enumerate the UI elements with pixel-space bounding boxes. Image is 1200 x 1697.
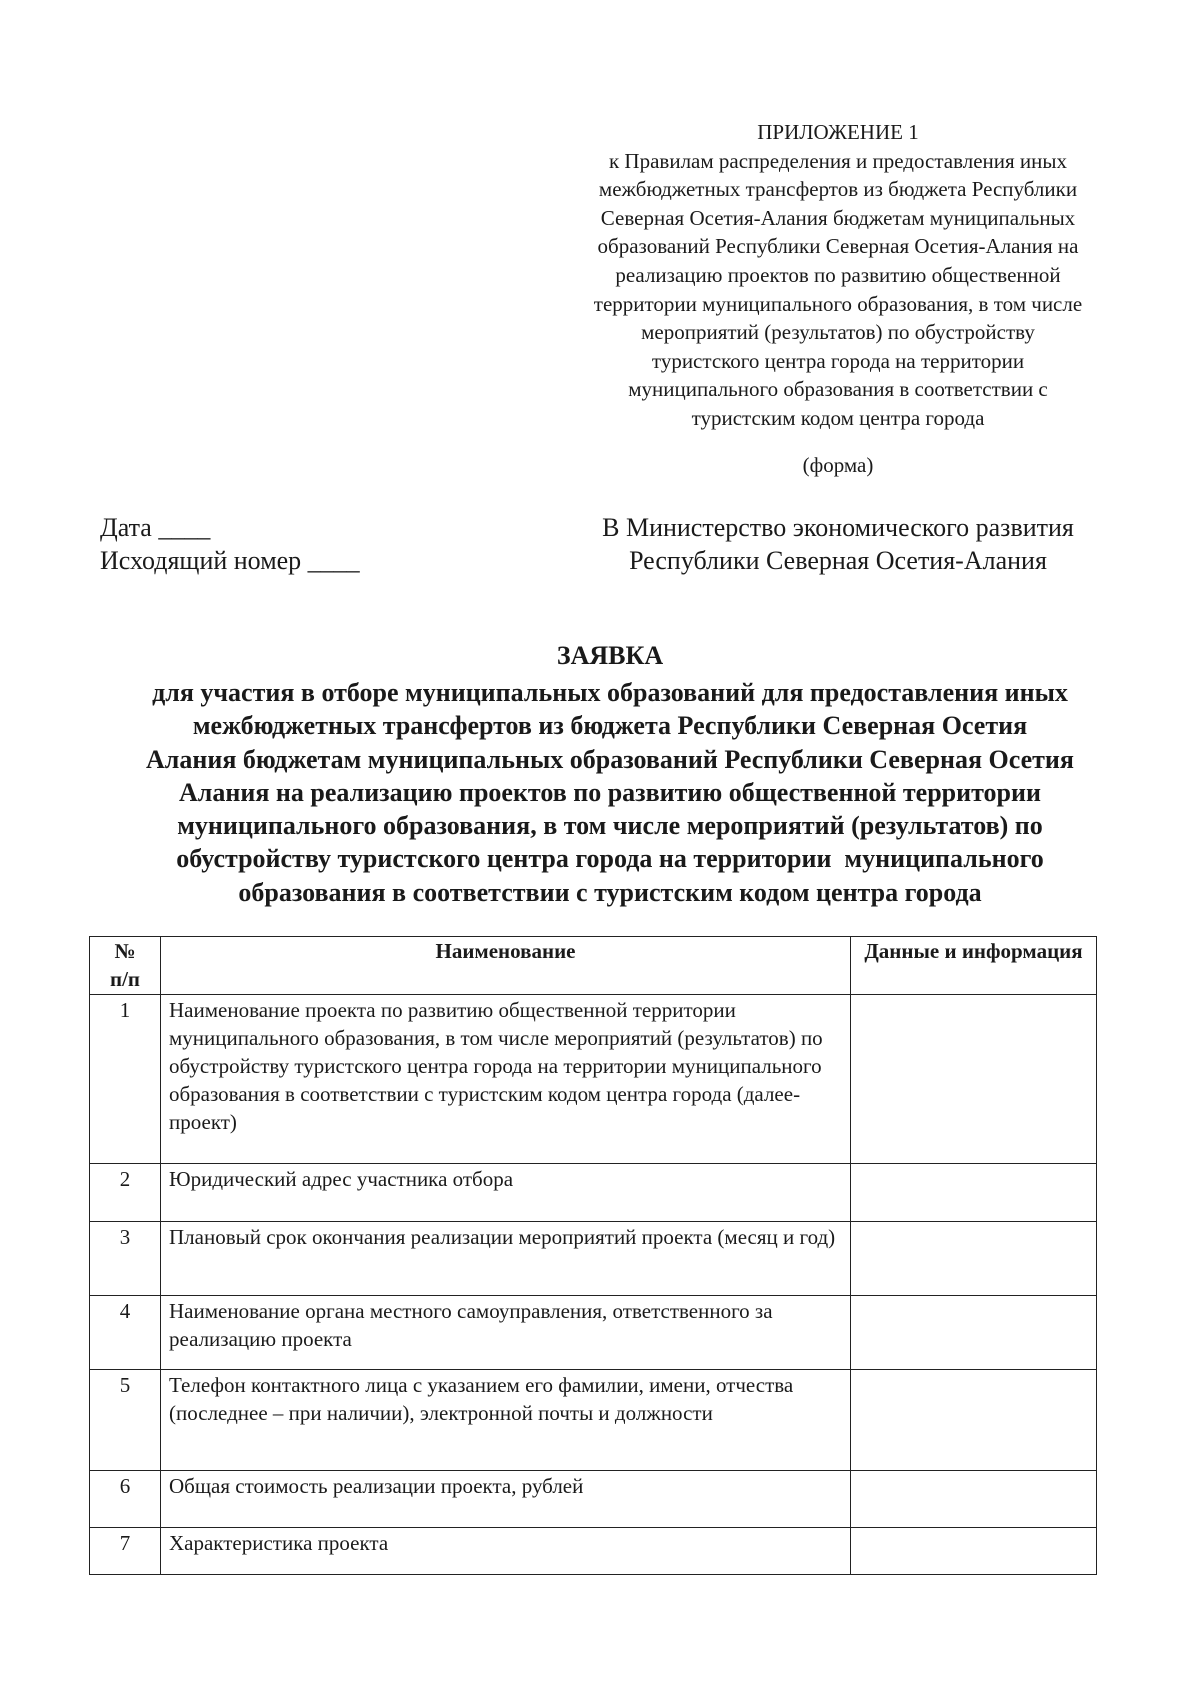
table-row xyxy=(90,1296,1097,1370)
row-value-cell[interactable] xyxy=(851,1370,1097,1471)
row-name: Телефон контактного лица с указанием его фамилии, имени, отчества (последнее – при наличии), электронной почты и должности xyxy=(161,1370,851,1471)
form-note: (форма) xyxy=(802,453,874,477)
appendix-title: ПРИЛОЖЕНИЕ 1 xyxy=(757,120,919,144)
appendix-line: образований Республики Северная Осетия-Алания на xyxy=(597,234,1079,259)
appendix-line: мероприятий (результатов) по обустройству xyxy=(641,320,1035,345)
table-row xyxy=(90,1370,1097,1471)
appendix-line: реализацию проектов по развитию общественной xyxy=(615,262,1061,287)
row-value-cell[interactable] xyxy=(851,1164,1097,1222)
row-name: Общая стоимость реализации проекта, рублей xyxy=(161,1471,851,1528)
application-title: ЗАЯВКА xyxy=(556,641,664,670)
appendix-line: территории муниципального образования, в том числе xyxy=(593,291,1083,316)
appendix-line: муниципального образования в соответствии с xyxy=(628,377,1048,402)
subtitle-line: межбюджетных трансфертов из бюджета Республики Северная Осетия xyxy=(192,711,1028,741)
table-row xyxy=(90,1471,1097,1528)
subtitle-line: Алания бюджетам муниципальных образований Республики Северная Осетия xyxy=(146,744,1074,774)
application-table xyxy=(89,936,1097,1575)
appendix-block xyxy=(548,118,1128,433)
application-subtitle xyxy=(60,676,1160,909)
appendix-line: межбюджетных трансфертов из бюджета Республики xyxy=(598,177,1078,202)
row-value-cell[interactable] xyxy=(851,1471,1097,1528)
table-row xyxy=(90,1528,1097,1575)
row-number: 3 xyxy=(90,1222,161,1296)
appendix-line: к Правилам распределения и предоставления иных xyxy=(608,148,1067,173)
header-name: Наименование xyxy=(161,937,851,995)
table-header-row xyxy=(90,937,1097,995)
appendix-line: Северная Осетия-Алания бюджетам муниципальных xyxy=(600,205,1076,230)
row-name: Наименование органа местного самоуправления, ответственного за реализацию проекта xyxy=(161,1296,851,1370)
row-number: 7 xyxy=(90,1528,161,1575)
table-row xyxy=(90,1164,1097,1222)
subtitle-line: обустройству туристского центра города на территории муниципального xyxy=(176,844,1044,874)
recipient-line: В Министерство экономического развития xyxy=(602,513,1074,542)
meta-block xyxy=(100,511,360,577)
row-number: 1 xyxy=(90,995,161,1164)
outgoing-number-field: Исходящий номер ____ xyxy=(100,546,360,575)
row-number: 2 xyxy=(90,1164,161,1222)
row-name: Характеристика проекта xyxy=(161,1528,851,1575)
date-field: Дата ____ xyxy=(100,513,211,542)
subtitle-line: образования в соответствии с туристским кодом центра города xyxy=(238,877,982,907)
row-value-cell[interactable] xyxy=(851,1528,1097,1575)
header-number: № п/п xyxy=(90,937,161,995)
row-name: Наименование проекта по развитию общественной территории муниципального образования, в том числе мероприятий (результатов) по обустройству туристского центра города на территории муниципального образования в соответствии с туристским кодом центра города (далее-проект) xyxy=(161,995,851,1164)
subtitle-line: для участия в отборе муниципальных образований для предоставления иных xyxy=(152,678,1068,707)
appendix-line: туристского центра города на территории xyxy=(651,348,1025,373)
recipient-line: Республики Северная Осетия-Алания xyxy=(629,546,1047,575)
table-row xyxy=(90,1222,1097,1296)
subtitle-line: муниципального образования, в том числе мероприятий (результатов) по xyxy=(177,811,1043,841)
row-name: Плановый срок окончания реализации мероприятий проекта (месяц и год) xyxy=(161,1222,851,1296)
appendix-line: туристским кодом центра города xyxy=(691,405,985,430)
table-row xyxy=(90,995,1097,1164)
row-value-cell[interactable] xyxy=(851,995,1097,1164)
row-number: 6 xyxy=(90,1471,161,1528)
subtitle-line: Алания на реализацию проектов по развитию общественной территории xyxy=(179,777,1041,807)
row-number: 4 xyxy=(90,1296,161,1370)
row-name: Юридический адрес участника отбора xyxy=(161,1164,851,1222)
row-value-cell[interactable] xyxy=(851,1222,1097,1296)
row-value-cell[interactable] xyxy=(851,1296,1097,1370)
header-data: Данные и информация xyxy=(851,937,1097,995)
recipient-block xyxy=(548,511,1128,577)
row-number: 5 xyxy=(90,1370,161,1471)
